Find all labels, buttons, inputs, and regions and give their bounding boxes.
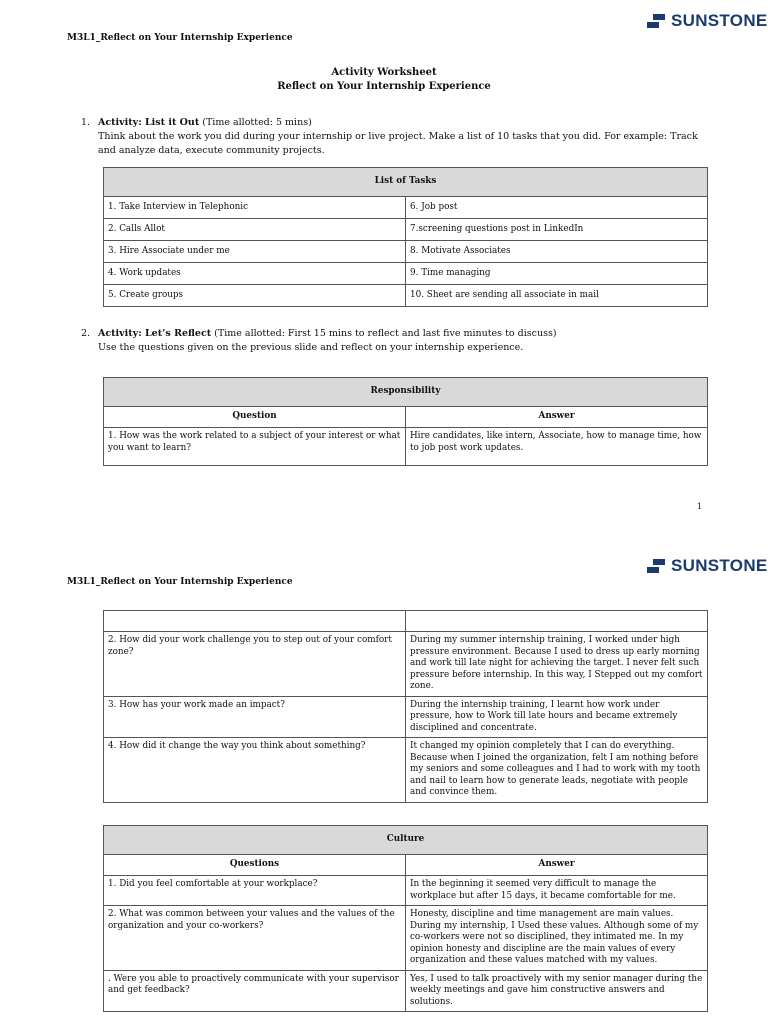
task-cell: 7.screening questions post in LinkedIn	[406, 219, 708, 241]
responsibility-table-continued	[103, 610, 708, 803]
tasks-table-header: List of Tasks	[104, 168, 708, 197]
sunstone-mark-icon	[647, 559, 665, 573]
task-cell: 4. Work updates	[104, 263, 406, 285]
empty-cell	[406, 611, 708, 632]
activity2-time: (Time allotted: First 15 mins to reflect and last five minutes to discuss)	[211, 328, 557, 339]
culture-answer-header: Answer	[406, 855, 708, 876]
question-cell: 3. How has your work made an impact?	[104, 696, 406, 738]
answer-cell: Yes, I used to talk proactively with my senior manager during the weekly meetings and gave him constructive answers and solutions.	[406, 970, 708, 1012]
activity1-heading	[98, 116, 708, 130]
question-cell: . Were you able to proactively communicate with your supervisor and get feedback?	[104, 970, 406, 1012]
worksheet-title: Activity Worksheet	[331, 67, 437, 78]
answer-cell: During the internship training, I learnt how work under pressure, how to Work till late hours and became extremely disciplined and concentrate.	[406, 696, 708, 738]
empty-cell	[104, 611, 406, 632]
answer-cell: It changed my opinion completely that I can do everything. Because when I joined the organization, felt I am nothing before my seniors and some colleagues and I had to work with my tooth and nail to learn how to generate leads, negotiate with people and convince them.	[406, 738, 708, 803]
responsibility-table-title: Responsibility	[104, 378, 708, 407]
activity1-time: (Time allotted: 5 mins)	[199, 117, 312, 128]
task-cell: 5. Create groups	[104, 285, 406, 307]
activity2-heading	[98, 327, 708, 341]
activity1-label: Activity: List it Out	[98, 117, 200, 128]
worksheet-subtitle: Reflect on Your Internship Experience	[277, 81, 491, 92]
brand-name: SUNSTONE	[671, 556, 768, 575]
task-cell: 2. Calls Allot	[104, 219, 406, 241]
answer-cell: In the beginning it seemed very difficult to manage the workplace but after 15 days, it became comfortable for me.	[406, 876, 708, 906]
question-cell: 1. How was the work related to a subject of your interest or what you want to learn?	[104, 428, 406, 466]
task-cell: 3. Hire Associate under me	[104, 241, 406, 263]
answer-cell: Honesty, discipline and time management are main values. During my internship, I Used these values. Although some of my co-workers were not so disciplined, they intimated me. In my opinion honesty and discipline are the main values of every organization and these values matched with my values.	[406, 906, 708, 971]
responsibility-table	[103, 377, 708, 466]
task-cell: 6. Job post	[406, 197, 708, 219]
sunstone-mark-icon	[647, 14, 665, 28]
doc-title: M3L1_Reflect on Your Internship Experience	[67, 33, 293, 43]
sunstone-logo-page2	[647, 556, 768, 576]
responsibility-question-header: Question	[104, 407, 406, 428]
question-cell: 1. Did you feel comfortable at your workplace?	[104, 876, 406, 906]
question-cell: 2. What was common between your values and the values of the organization and your co-workers?	[104, 906, 406, 971]
culture-table	[103, 825, 708, 1012]
task-cell: 8. Motivate Associates	[406, 241, 708, 263]
answer-cell: Hire candidates, like intern, Associate, how to manage time, how to job post work updates.	[406, 428, 708, 466]
tasks-table	[103, 167, 708, 307]
culture-question-header: Questions	[104, 855, 406, 876]
brand-name: SUNSTONE	[671, 11, 768, 30]
page-number: 1	[697, 502, 703, 511]
activity1-number: 1.	[81, 117, 91, 128]
question-cell: 4. How did it change the way you think about something?	[104, 738, 406, 803]
activity2-number: 2.	[81, 328, 91, 339]
task-cell: 1. Take Interview in Telephonic	[104, 197, 406, 219]
activity1-description: Think about the work you did during your internship or live project. Make a list of 10 tasks that you did. For example: Track and analyze data, execute community projects.	[98, 131, 698, 156]
culture-table-title: Culture	[104, 826, 708, 855]
task-cell: 10. Sheet are sending all associate in mail	[406, 285, 708, 307]
activity2-label: Activity: Let’s Reflect	[98, 328, 212, 339]
activity2-description: Use the questions given on the previous slide and reflect on your internship experience.	[98, 342, 524, 353]
responsibility-answer-header: Answer	[406, 407, 708, 428]
task-cell: 9. Time managing	[406, 263, 708, 285]
answer-cell: During my summer internship training, I worked under high pressure environment. Because I used to dress up early morning and work till late night for achieving the target. I never felt such pressure before internship. In this way, I Stepped out my comfort zone.	[406, 632, 708, 697]
doc-title-page2: M3L1_Reflect on Your Internship Experience	[67, 577, 293, 587]
sunstone-logo	[647, 11, 768, 31]
question-cell: 2. How did your work challenge you to step out of your comfort zone?	[104, 632, 406, 697]
